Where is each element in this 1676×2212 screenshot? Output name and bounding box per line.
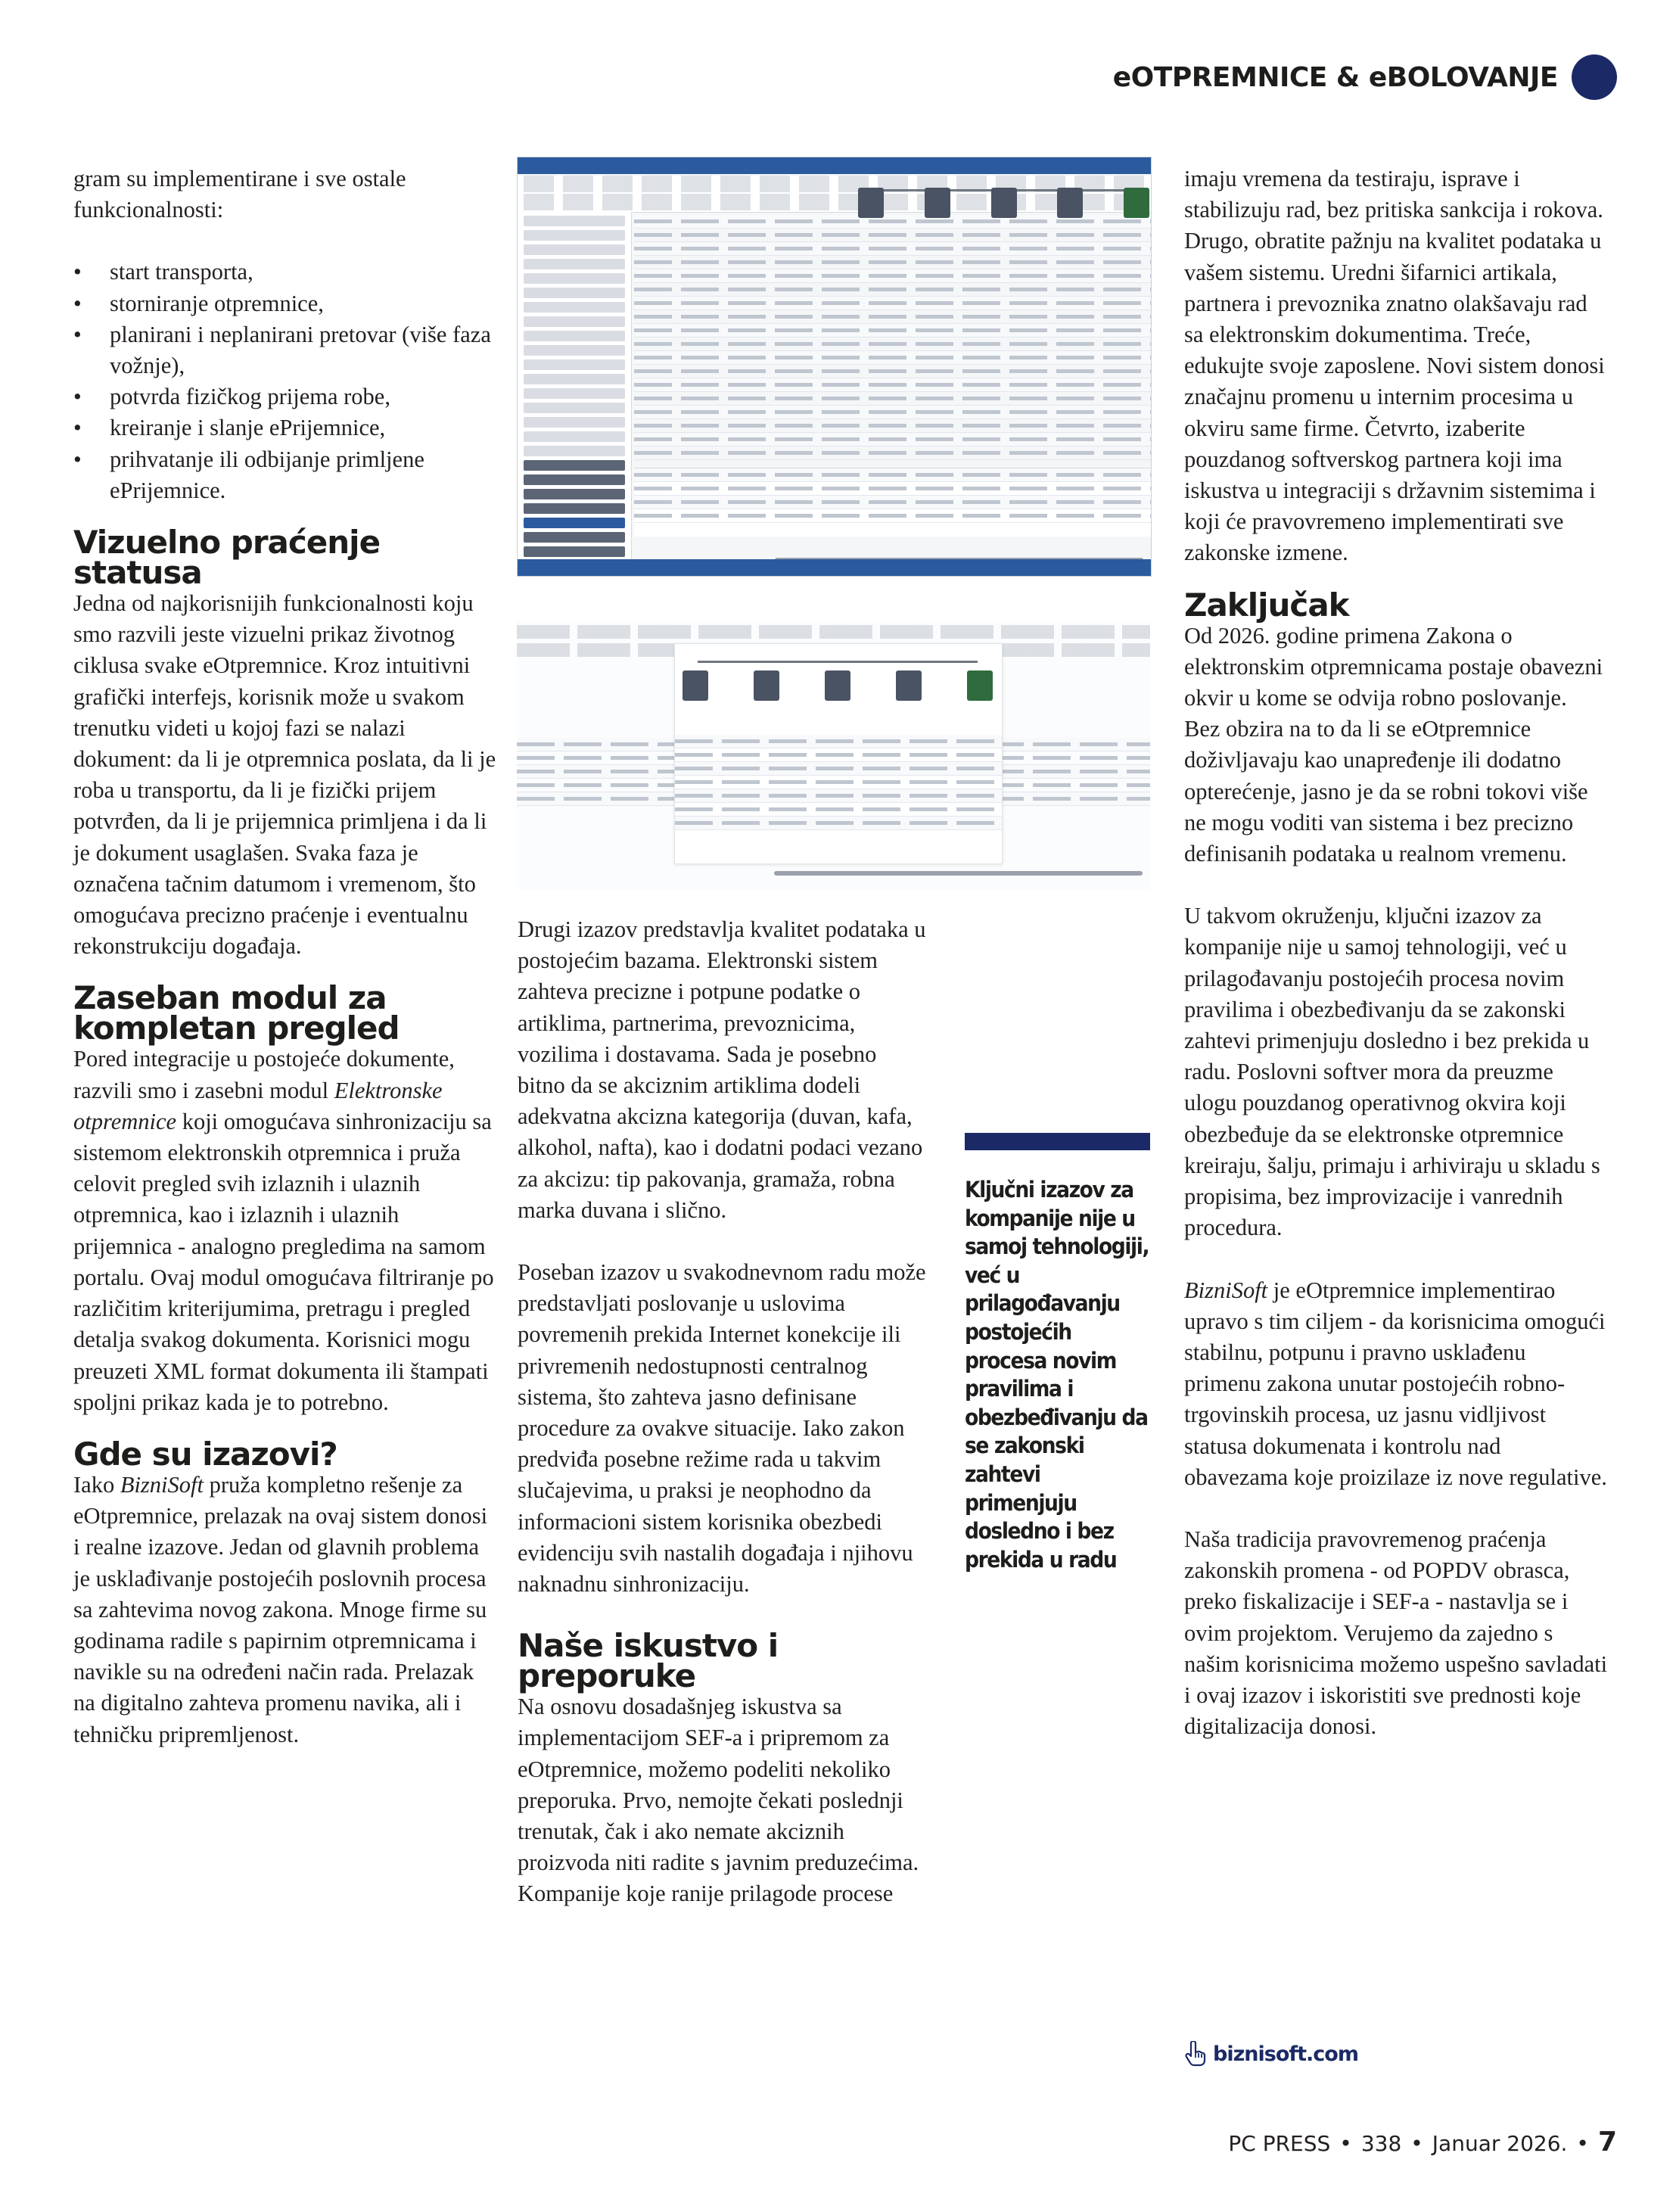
- magazine-name: PC PRESS: [1228, 2131, 1331, 2156]
- pull-quote: [965, 1133, 1150, 1574]
- document-icon: [896, 670, 922, 701]
- handshake-icon: [1124, 188, 1149, 218]
- brand-name: BizniSoft: [120, 1471, 204, 1498]
- website-url[interactable]: biznisoft.com: [1213, 2042, 1358, 2066]
- tab-strip: [517, 625, 1150, 639]
- column-1: [73, 163, 497, 1750]
- paragraph-recommendations: imaju vremena da testiraju, isprave i stabilizuju rad, bez pritiska sankcija i rokova. Drugo, obratite pažnju na kvalitet podataka u vašem sistemu. Uredni šifarnici artikala, partnera i prevoznika znatno olakšavaju rad sa elektronskim dokumentima. Treće, edukujte svoje zaposlene. Novi sistem donosi značajnu promenu u internim procesima u okviru same firme. Četvrto, izaberite pouzdanog softverskog partnera koji ima iskustva u integraciji s državnim sistemima i koji će pravovremeno implementirati sve zakonske izmene.: [1184, 166, 1605, 566]
- section-header: [1113, 54, 1617, 100]
- paragraph-challenges: Iako BizniSoft pruža kompletno rešenje za eOtpremnice, prelazak na ovaj sistem donosi i realne izazove. Jedan od glavnih problema je usklađivanje postojećih poslovnih procesa sa zahtevima novog zakona. Mnoge firme su godinama radile s papirnim otpremnicama i navikle su na određeni način rada. Prelazak na digitalno zahteva promenu navika, ali i tehničku pripremljenost.: [73, 1471, 488, 1747]
- page-number: 7: [1597, 2126, 1617, 2158]
- heading-experience: Naše iskustvo i preporuke: [518, 1627, 779, 1695]
- column-3: [1184, 163, 1608, 1742]
- issue-date: Januar 2026.: [1432, 2131, 1568, 2156]
- truck-icon: [754, 670, 779, 701]
- intro-paragraph: gram su implementirane i sve ostale funkcionalnosti:: [73, 166, 406, 223]
- paragraph-visual-tracking: Jedna od najkorisnijih funkcionalnosti koju smo razvili jeste vizuelni prikaz životnog ciklusa svake eOtpremnice. Kroz intuitivni grafički interfejs, korisnik može u svakom trenutku videti u kojoj fazi se nalazi dokument: da li je otpremnica poslata, da li je roba u transportu, da li je fizički prijem potvrđen, da li je prijemnica primljena i da li je dokument usaglašen. Svaka faza je označena tačnim datumom i vremenom, što omogućava precizno praćenje i eventualnu rekonstrukciju događaja.: [73, 590, 496, 960]
- paragraph-environment: U takvom okruženju, ključni izazov za kompanije nije u samoj tehnologiji, već u prilagođavanju postojećih procesa novim pravilima i obezbeđivanju da se zakonski zahtevi primenjuju dosledno i bez prekida u radu. Poslovni softver mora da preuzme ulogu pouzdanog operativnog okvira koji obezbeđuje da se elektronske otpremnice kreiraju, šalju, primaju i arhiviraju u skladu s propisima, bez improvizacije i vanrednih procedura.: [1184, 903, 1600, 1241]
- paragraph-biznisoft: BizniSoft je eOtpremnice implementirao upravo s tim ciljem - da korisnicima omogući stabilnu, potpunu i pravno usklađenu primenu zakona unutar postojećih robno-trgovinskih procesa, uz jasnu vidljivost statusa dokumenata i kontrolu nad obavezama koje proizilaze iz nove regulative.: [1184, 1277, 1607, 1490]
- list-item: • start transporta,: [73, 257, 497, 288]
- section-title: eOTPREMNICE & eBOLOVANJE: [1112, 61, 1558, 93]
- software-screenshot-lifecycle: [517, 621, 1150, 889]
- heading-challenges: Gde su izazovi?: [73, 1435, 337, 1473]
- paragraph-tradition: Naša tradicija pravovremenog praćenja zakonskih promena - od POPDV obrasca, preko fiskalizacije i SEF-a - nastavlja se i ovim projektom. Verujemo da zajedno s našim korisnicima možemo uspešno savladati i ovaj izazov i iskoristiti sve prednosti koje digitalizacija donosi.: [1184, 1526, 1608, 1740]
- documents-grid: [634, 215, 1151, 457]
- page-footer: PC PRESS • 338 • Januar 2026. • 7: [1228, 2126, 1617, 2158]
- status-history-popup: [674, 643, 1003, 864]
- heading-conclusion: Zaključak: [1184, 586, 1349, 624]
- paragraph-data-quality: Drugi izazov predstavlja kvalitet podataka u postojećim bazama. Elektronski sistem zahteva precizne i potpune podatke o artiklima, partnerima, prevoznicima, vozilima i dostavama. Sada je posebno bitno da se akciznim artiklima dodeli adekvatna akcizna kategorija (duvan, kafa, alkohol, nafta), kao i dodatni podaci vezano za akcizu: tip pakovanja, gramaža, robna marka duvana i slično.: [518, 916, 926, 1223]
- detail-panel: [634, 468, 1151, 537]
- handshake-icon: [967, 670, 993, 701]
- list-item: • storniranje otpremnice,: [73, 288, 497, 319]
- pull-quote-text: Ključni izazov za kompanije nije u samoj tehnologiji, već u prilagođavanju postojećih procesa novim pravilima i obezbeđivanju da se zakonski zahtevi primenjuju dosledno i bez prekida u radu: [965, 1177, 1149, 1573]
- document-icon: [683, 670, 708, 701]
- receipt-icon: [825, 670, 850, 701]
- navigation-sidebar: [518, 212, 632, 559]
- paragraph-separate-module: Pored integracije u postojeće dokumente, razvili smo i zasebni modul Elektronske otpremnice koji omogućava sinhronizaciju sa sistemom elektronskih otpremnica i pruža celovit pregled svih izlaznih i ulaznih otpremnica, kao i izlaznih i ulaznih prijemnica - analogno pregledima na samom portalu. Ovaj modul omogućava filtriranje po različitim kriterijumima, pretragu i pregled detalja svakog dokumenta. Korisnici mogu preuzeti XML format dokumenta ili štampati spoljni prikaz kada je to potrebno.: [73, 1046, 494, 1415]
- document-icon: [858, 188, 884, 218]
- list-item: • prihvatanje ili odbijanje primljene ePrijemnice.: [73, 444, 497, 506]
- window-titlebar: [518, 157, 1151, 174]
- heading-visual-tracking: Vizuelno praćenje statusa: [73, 524, 381, 592]
- software-screenshot-main: [517, 157, 1152, 577]
- paragraph-conclusion: Od 2026. godine primena Zakona o elektronskim otpremnicama postaje obavezni okvir u kome se odvija robno poslovanje. Bez obzira na to da li se eOtpremnice doživljavaju kao unapređenje ili dodatno opterećenje, jasno je da se robni tokovi više ne mogu voditi van sistema i bez precizno definisanih podataka u realnom vremenu.: [1184, 622, 1603, 867]
- pull-quote-bar: [965, 1133, 1150, 1150]
- lifecycle-flow: [858, 173, 1149, 233]
- section-marker-dot: [1572, 54, 1617, 100]
- module-name: Elektronske otpremnice: [73, 1077, 443, 1134]
- column-2: [518, 914, 926, 1910]
- list-item: • potvrda fizičkog prijema robe,: [73, 381, 497, 412]
- brand-name: BizniSoft: [1184, 1277, 1268, 1303]
- truck-icon: [925, 188, 950, 218]
- list-item: • kreiranje i slanje ePrijemnice,: [73, 412, 497, 443]
- scrollbar: [774, 871, 1143, 876]
- feature-list: [73, 257, 497, 506]
- document-icon: [1057, 188, 1083, 218]
- list-item: • planirani i neplanirani pretovar (više faza vožnje),: [73, 319, 497, 381]
- issue-number: 338: [1360, 2131, 1402, 2156]
- receipt-icon: [991, 188, 1017, 218]
- paragraph-experience: Na osnovu dosadašnjeg iskustva sa implementacijom SEF-a i pripremom za eOtpremnice, možemo podeliti nekoliko preporuka. Prvo, nemojte čekati poslednji trenutak, čak i ako nemate akciznih proizvoda niti radite s javnim preduzećima. Kompanije koje ranije prilagode procese: [518, 1694, 919, 1907]
- heading-separate-module: Zaseban modul za kompletan pregled: [73, 979, 400, 1047]
- paragraph-offline-mode: Poseban izazov u svakodnevnom radu može predstavljati poslovanje u uslovima povremenih prekida Internet konekcije ili privremenih nedostupnosti centralnog sistema, što zahteva jasno definisane procedure za ovakve situacije. Iako zakon predviđa posebne režime rada u takvim slučajevima, u praksi je neophodno da informacioni sistem korisnika obezbedi evidenciju svih nastalih događaja i njihovu naknadnu sinhronizaciju.: [518, 1259, 926, 1598]
- pointing-hand-icon: [1184, 2041, 1207, 2067]
- website-link[interactable]: [1184, 2041, 1358, 2067]
- status-bar: [518, 559, 1151, 576]
